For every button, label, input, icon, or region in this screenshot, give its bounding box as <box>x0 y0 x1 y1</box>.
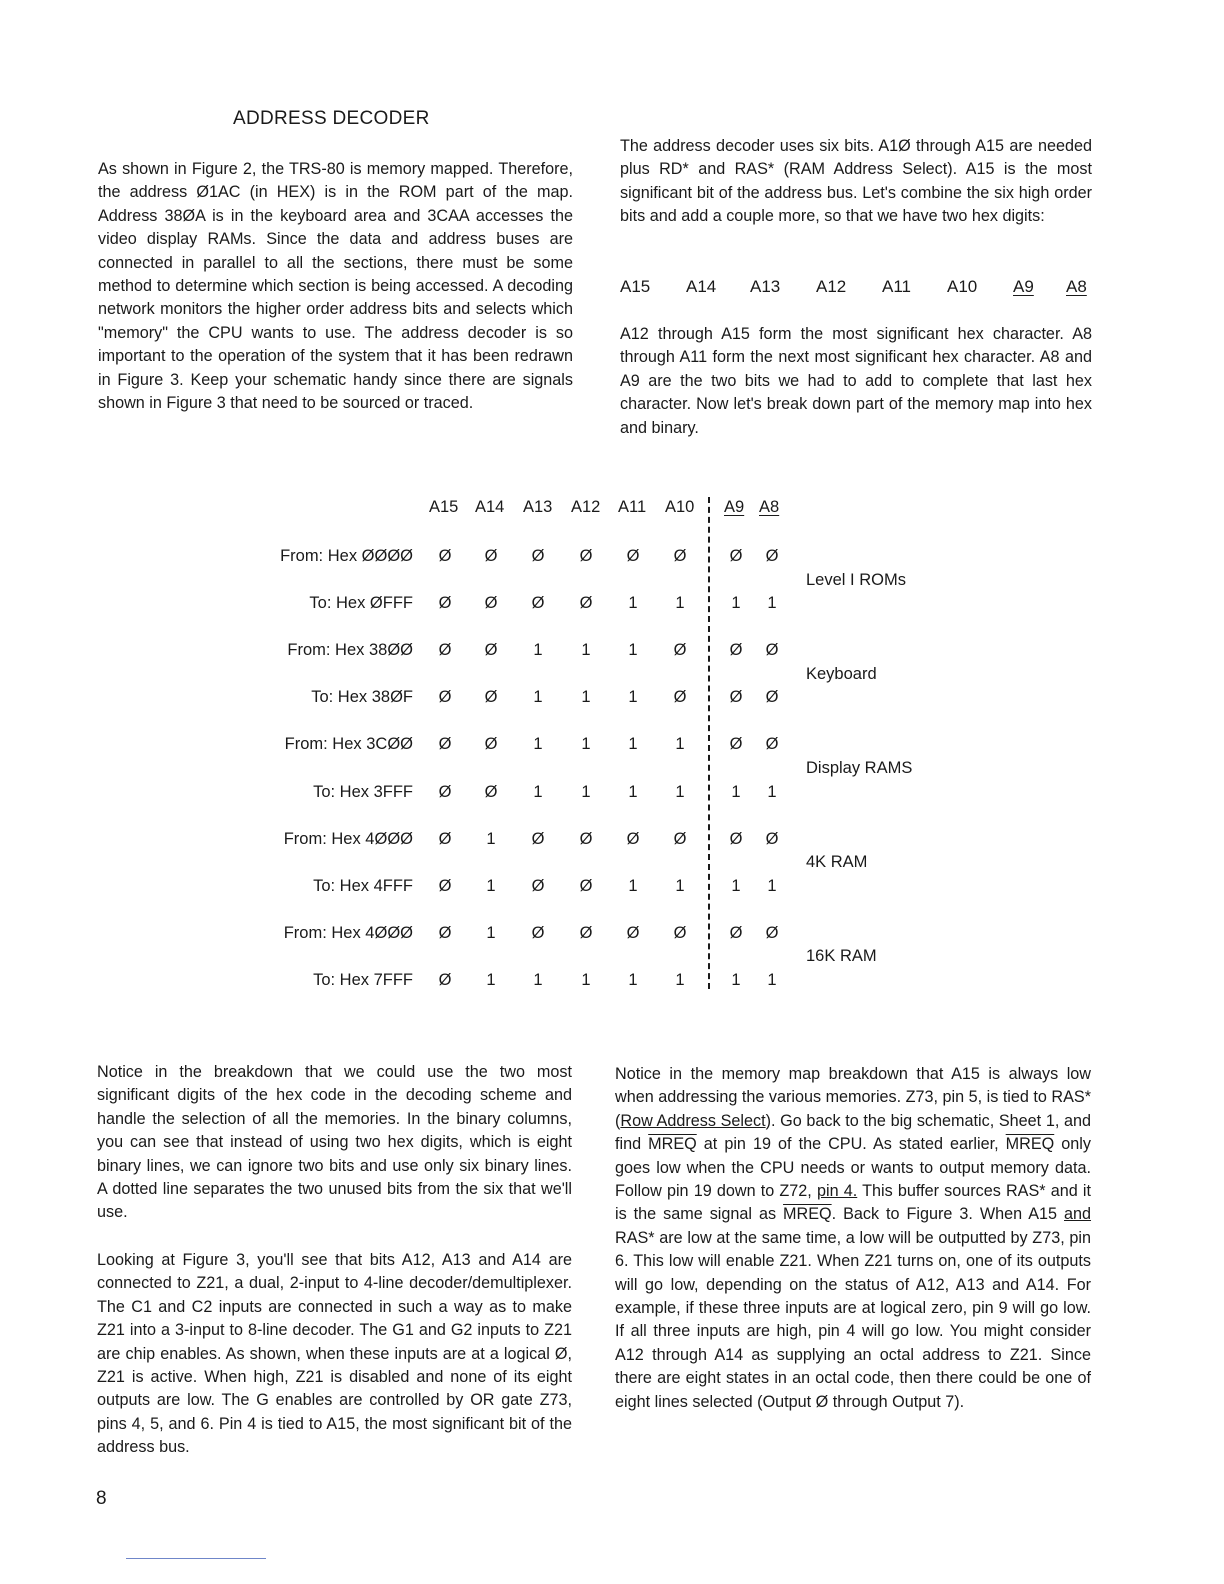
table-cell: 1 <box>486 829 496 848</box>
memory-range-label: 4K RAM <box>806 853 868 872</box>
table-cell: 1 <box>581 688 591 707</box>
mreq-signal: MREQ <box>783 1205 832 1224</box>
table-cell: 1 <box>628 782 638 801</box>
pin4-text: pin 4. <box>816 1182 858 1201</box>
table-cell: 1 <box>767 782 777 801</box>
table-cell: 1 <box>767 876 777 895</box>
table-cell: Ø <box>729 688 743 707</box>
bit-a9: A9 <box>1013 277 1034 296</box>
text-run: ). Go back to the big schematic, Sheet 1, and find <box>615 1111 1091 1154</box>
table-cell: 1 <box>533 735 543 754</box>
table-cell: 1 <box>767 594 777 613</box>
table-header-a10: A10 <box>665 498 695 516</box>
table-header-a8: A8 <box>759 498 780 516</box>
dotted-separator <box>708 497 710 989</box>
table-cell: Ø <box>673 688 687 707</box>
table-header-a15: A15 <box>429 498 459 516</box>
table-cell: Ø <box>673 829 687 848</box>
table-cell: Ø <box>579 594 593 613</box>
section-heading: ADDRESS DECODER <box>233 108 430 129</box>
after-bits-text: A12 through A15 form the most significant hex character. A8 through A11 form the next most significant hex character. A8 and A9 are the two bits we had to add to complete that last hex character. Now let's break down part of the memory map into hex and binary. <box>620 325 1092 437</box>
table-row-label: To: Hex 4FFF <box>313 876 413 895</box>
table-cell: Ø <box>765 547 779 565</box>
memory-range-label: Keyboard <box>806 664 877 683</box>
table-row-label: To: Hex 7FFF <box>313 970 413 989</box>
table-cell: 1 <box>675 782 685 801</box>
table-cell: 1 <box>628 688 638 707</box>
table-cell: Ø <box>673 923 687 942</box>
table-cell: Ø <box>531 829 545 848</box>
table-cell: Ø <box>531 594 545 613</box>
table-cell: 1 <box>675 594 685 613</box>
table-cell: Ø <box>438 876 452 895</box>
mreq-signal: MREQ <box>648 1135 697 1154</box>
table-cell: 1 <box>486 970 496 989</box>
table-row-label: From: Hex 3CØØ <box>284 735 413 754</box>
table-cell: Ø <box>484 688 498 707</box>
table-cell: Ø <box>765 688 779 707</box>
table-cell: Ø <box>484 594 498 613</box>
table-cell: Ø <box>765 829 779 848</box>
page-number: 8 <box>96 1488 107 1509</box>
memory-range-label: 16K RAM <box>806 947 877 966</box>
table-cell: 1 <box>675 735 685 754</box>
table-cell: 1 <box>628 970 638 989</box>
after-bits-paragraph <box>620 323 1092 440</box>
table-cell: Ø <box>438 829 452 848</box>
text-run: This buffer sources RAS* and it is the same signal as <box>615 1182 1091 1224</box>
mreq-signal: MREQ <box>1005 1135 1055 1154</box>
table-cell: 1 <box>731 594 741 613</box>
table-cell: 1 <box>731 970 741 989</box>
table-header-a12: A12 <box>571 498 601 516</box>
table-cell: Ø <box>626 547 640 565</box>
table-cell: Ø <box>484 641 498 660</box>
table-cell: Ø <box>579 547 593 565</box>
breakdown-text: Notice in the breakdown that we could use the two most significant digits of the hex code in the decoding scheme and handle the selection of all the memories. In the binary columns, you can see that instead of using two hex digits, which is eight binary lines, we can ignore two bits and use only six binary lines. A dotted line separates the two unused bits from the six that we'll use. <box>97 1063 572 1222</box>
bit-a14: A14 <box>686 277 717 296</box>
table-cell: 1 <box>486 876 496 895</box>
footer-rule <box>126 1558 266 1559</box>
table-cell: Ø <box>484 547 498 565</box>
table-cell: Ø <box>531 547 545 565</box>
table-cell: 1 <box>486 923 496 942</box>
table-cell: Ø <box>438 782 452 801</box>
table-cell: Ø <box>729 735 743 754</box>
table-cell: Ø <box>484 735 498 754</box>
text-run: only goes low when the CPU needs or wants to output memory data. Follow pin 19 down to Z72, <box>615 1135 1091 1201</box>
table-cell: Ø <box>765 641 779 660</box>
table-header-a11: A11 <box>618 498 647 516</box>
text-run: RAS* are low at the same time, a low will be outputted by Z73, pin 6. This low will enable Z21. When Z21 turns on, one of its outputs will go low, depending on the status of A12, A13 and A14. For example, if these three inputs are at logical zero, pin 9 will go low. If all three inputs are high, pin 4 will go low. You might consider A12 through A14 as supplying an octal address to Z21. Since there are eight states in an octal code, then there could be one of eight lines selected (Output Ø through Output 7). <box>615 1228 1091 1411</box>
table-header-a14: A14 <box>475 498 505 516</box>
figure3-text: Looking at Figure 3, you'll see that bits A12, A13 and A14 are connected to Z21, a dual, 2-input to 4-line decoder/demultiplexer. The C1 and C2 inputs are connected in such a way as to make Z21 into a 3-input to 8-line decoder. The G1 and G2 inputs to Z21 are chip enables. As shown, when these inputs are at a logical Ø, Z21 is active. When high, Z21 is disabled and none of its eight outputs are low. The G enables are controlled by OR gate Z73, pins 4, 5, and 6. Pin 4 is tied to A15, the most significant bit of the address bus. <box>97 1251 572 1457</box>
figure3-paragraph <box>97 1249 572 1460</box>
memory-map-text <box>615 1063 1091 1414</box>
text-run: Notice in the memory map breakdown that A15 is always low when addressing the various memories. Z73, pin 5, is tied to RAS* ( <box>615 1065 1091 1130</box>
intro-right-text: The address decoder uses six bits. A1Ø through A15 are needed plus RD* and RAS* (RAM Address Select). A15 is the most significant bit of the address bus. Let's combine the six high order bits and add a couple more, so that we have two hex digits: <box>620 137 1092 226</box>
table-header-a13: A13 <box>523 498 553 516</box>
table-cell: Ø <box>673 547 687 565</box>
table-cell: Ø <box>729 547 743 565</box>
table-cell: Ø <box>626 923 640 942</box>
table-cell: Ø <box>765 923 779 942</box>
table-cell: Ø <box>673 641 687 660</box>
table-cell: 1 <box>533 641 543 660</box>
intro-paragraph-left <box>98 158 573 415</box>
table-cell: Ø <box>729 641 743 660</box>
table-cell: Ø <box>438 547 452 565</box>
table-cell: 1 <box>767 970 777 989</box>
table-cell: Ø <box>438 641 452 660</box>
table-row-label: From: Hex 4ØØØ <box>283 923 413 942</box>
table-row-label: To: Hex ØFFF <box>309 594 413 613</box>
table-cell: 1 <box>581 782 591 801</box>
bit-a13: A13 <box>750 277 781 296</box>
intro-left-text: As shown in Figure 2, the TRS-80 is memory mapped. Therefore, the address Ø1AC (in HEX) is in the ROM part of the map. Address 38ØA is in the keyboard area and 3CAA accesses the video display RAMs. Since the data and address buses are connected in parallel to all the sections, there must be some method to determine which section is being accessed. A decoding network monitors the higher order address bits and selects which "memory" the CPU wants to use. The address decoder is so important to the operation of the system that it has been redrawn in Figure 3. Keep your schematic handy since there are signals shown in Figure 3 that need to be sourced or traced. <box>98 160 573 413</box>
table-cell: Ø <box>531 923 545 942</box>
memory-map-paragraph <box>615 1063 1091 1414</box>
row-address-select-text: Row Address Select <box>620 1111 766 1130</box>
table-cell: 1 <box>628 641 638 660</box>
memory-range-label: Display RAMS <box>806 758 913 777</box>
table-cell: 1 <box>533 970 543 989</box>
table-cell: Ø <box>579 876 593 895</box>
table-cell: 1 <box>731 876 741 895</box>
bit-a15: A15 <box>620 277 651 296</box>
table-row-label: From: Hex ØØØØ <box>280 547 413 565</box>
table-cell: 1 <box>675 970 685 989</box>
bit-a11: A11 <box>882 277 911 296</box>
table-cell: 1 <box>628 735 638 754</box>
bit-a8: A8 <box>1066 277 1087 296</box>
and-text: and <box>1064 1205 1092 1224</box>
bit-a10: A10 <box>947 277 978 296</box>
table-cell: Ø <box>438 735 452 754</box>
table-row-label: From: Hex 38ØØ <box>287 641 413 660</box>
table-cell: Ø <box>438 688 452 707</box>
table-cell: 1 <box>581 970 591 989</box>
table-cell: 1 <box>533 782 543 801</box>
table-cell: 1 <box>628 876 638 895</box>
text-run: . Back to Figure 3. When A15 <box>831 1205 1064 1224</box>
intro-paragraph-right <box>620 135 1092 229</box>
table-cell: Ø <box>626 829 640 848</box>
table-row-label: From: Hex 4ØØØ <box>283 829 413 848</box>
table-cell: Ø <box>438 594 452 613</box>
bit-a12: A12 <box>816 277 847 296</box>
text-run: at pin 19 of the CPU. As stated earlier, <box>696 1135 1006 1154</box>
table-cell: Ø <box>579 829 593 848</box>
table-cell: 1 <box>731 782 741 801</box>
table-cell: Ø <box>438 970 452 989</box>
table-cell: Ø <box>484 782 498 801</box>
table-cell: 1 <box>581 735 591 754</box>
table-header-a9: A9 <box>724 498 745 516</box>
table-cell: Ø <box>765 735 779 754</box>
table-cell: Ø <box>579 923 593 942</box>
table-cell: 1 <box>533 688 543 707</box>
table-row-label: To: Hex 38ØF <box>311 688 413 707</box>
table-cell: 1 <box>628 594 638 613</box>
memory-range-label: Level I ROMs <box>806 570 906 589</box>
table-cell: Ø <box>729 923 743 942</box>
table-cell: 1 <box>675 876 685 895</box>
breakdown-paragraph <box>97 1061 572 1225</box>
table-row-label: To: Hex 3FFF <box>313 782 413 801</box>
table-cell: Ø <box>531 876 545 895</box>
table-cell: Ø <box>438 923 452 942</box>
table-cell: 1 <box>581 641 591 660</box>
table-cell: Ø <box>729 829 743 848</box>
